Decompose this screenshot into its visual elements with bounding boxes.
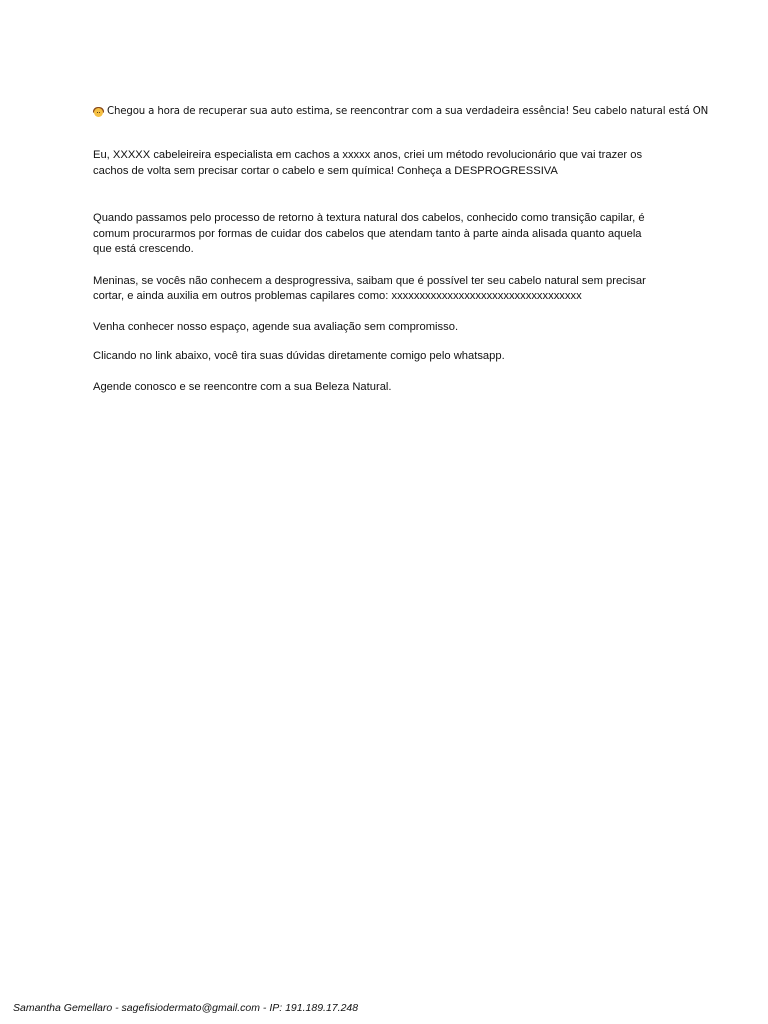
paragraph-line: que está crescendo.: [93, 243, 194, 255]
paragraph-line: Agende conosco e se reencontre com a sua Beleza Natural.: [93, 380, 392, 393]
paragraph-line: Meninas, se vocês não conhecem a desprogressiva, saibam que é possível ter seu cabelo natural sem precisar: [93, 274, 646, 287]
headline: [93, 104, 709, 120]
paragraph-line: Clicando no link abaixo, você tira suas dúvidas diretamente comigo pelo whatsapp.: [93, 350, 505, 362]
paragraph-line: Eu, XXXXX cabeleireira especialista em cachos a xxxxx anos, criei um método revolucionário que vai trazer os: [93, 149, 643, 161]
paragraph-line: cachos de volta sem precisar cortar o cabelo e sem química! Conheça a DESPROGRESSIVA: [93, 164, 558, 177]
paragraph-closing: [93, 380, 678, 396]
girl-face-emoji-icon: [93, 107, 104, 118]
document-body: [93, 104, 709, 395]
footer-watermark: Samantha Gemellaro - sagefisiodermato@gmail.com - IP: 191.189.17.248: [13, 1002, 359, 1014]
paragraph-intro: [93, 148, 678, 179]
paragraph-transition: [93, 211, 678, 258]
headline-text: Chegou a hora de recuperar sua auto estima, se reencontrar com a sua verdadeira essência! Seu cabelo natural está ON: [107, 106, 709, 117]
paragraph-desprogressiva: [93, 274, 678, 305]
paragraph-line: Quando passamos pelo processo de retorno à textura natural dos cabelos, conhecido como transição capilar, é: [93, 212, 645, 224]
paragraph-line: Venha conhecer nosso espaço, agende sua avaliação sem compromisso.: [93, 320, 459, 333]
paragraph-line: comum procurarmos por formas de cuidar dos cabelos que atendam tanto à parte ainda alisada quanto aquela: [93, 227, 642, 240]
paragraph-line: cortar, e ainda auxilia em outros problemas capilares como: xxxxxxxxxxxxxxxxxxxxxxxxxxxxxxxxxx: [93, 290, 582, 302]
paragraph-invite: [93, 320, 678, 336]
paragraph-whatsapp: [93, 349, 678, 365]
